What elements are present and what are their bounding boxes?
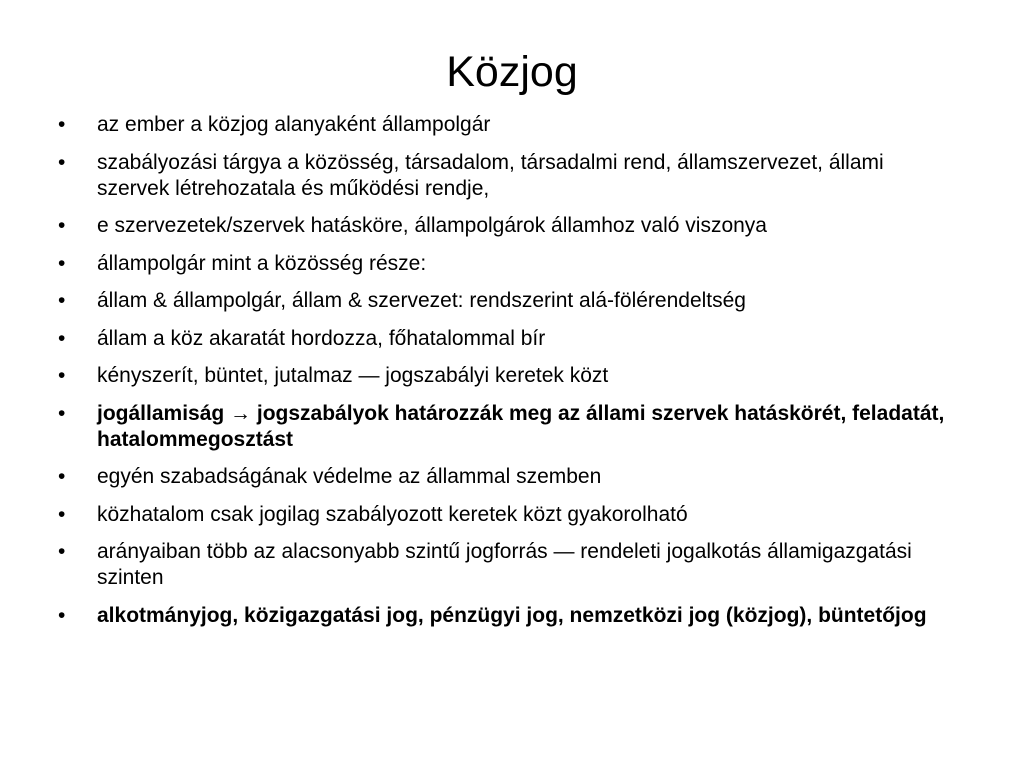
bullet-icon: •	[58, 603, 66, 627]
bullet-item-8	[58, 401, 958, 453]
bullet-text: egyén szabadságának védelme az állammal szemben	[97, 465, 602, 488]
bullet-text: közhatalom csak jogilag szabályozott keretek közt gyakorolható	[97, 502, 688, 526]
bullet-icon: •	[58, 113, 66, 136]
bullet-item-11	[58, 539, 958, 591]
bullet-icon: •	[58, 150, 66, 174]
bullet-icon: •	[58, 364, 66, 387]
bullet-item-6	[58, 326, 958, 352]
bullet-icon: •	[58, 465, 66, 488]
bullet-icon: •	[58, 540, 66, 563]
bullet-text: állam & állampolgár, állam & szervezet: rendszerint alá-fölérendeltség	[97, 289, 746, 312]
bullet-item-2	[58, 150, 958, 202]
bullet-text: e szervezetek/szervek hatásköre, állampolgárok államhoz való viszonya	[97, 214, 767, 237]
bullet-text: szabályozási tárgya a közösség, társadalom, társadalmi rend, államszervezet, állami szervek létrehozatala és működési rendje,	[97, 150, 884, 200]
bullet-text: kényszerít, büntet, jutalmaz — jogszabályi keretek közt	[97, 364, 609, 387]
bullet-text: jogállamiság → jogszabályok határozzák meg az állami szervek hatáskörét, feladatát, hatalommegosztást	[97, 401, 945, 451]
bullet-item-5	[58, 288, 958, 314]
bullet-icon: •	[58, 502, 66, 526]
bullet-list	[58, 112, 958, 640]
bullet-item-12	[58, 603, 958, 629]
bullet-item-3	[58, 213, 958, 239]
bullet-icon: •	[58, 214, 66, 237]
bullet-item-4	[58, 251, 958, 277]
bullet-item-9	[58, 464, 958, 490]
slide-title: Közjog	[446, 48, 578, 96]
bullet-item-7	[58, 363, 958, 389]
bullet-text: alkotmányjog, közigazgatási jog, pénzügyi jog, nemzetközi jog (közjog), büntetőjog	[97, 603, 927, 627]
bullet-item-1	[58, 112, 958, 138]
bullet-item-10	[58, 502, 958, 528]
bullet-text: állampolgár mint a közösség része:	[97, 251, 427, 275]
bullet-text: az ember a közjog alanyaként állampolgár	[97, 113, 491, 136]
bullet-icon: •	[58, 326, 66, 350]
bullet-icon: •	[58, 251, 66, 275]
bullet-text: arányaiban több az alacsonyabb szintű jogforrás — rendeleti jogalkotás államigazgatási szinten	[97, 540, 912, 589]
bullet-icon: •	[58, 289, 66, 312]
bullet-icon: •	[58, 401, 66, 425]
bullet-text: állam a köz akaratát hordozza, főhatalommal bír	[97, 326, 546, 350]
